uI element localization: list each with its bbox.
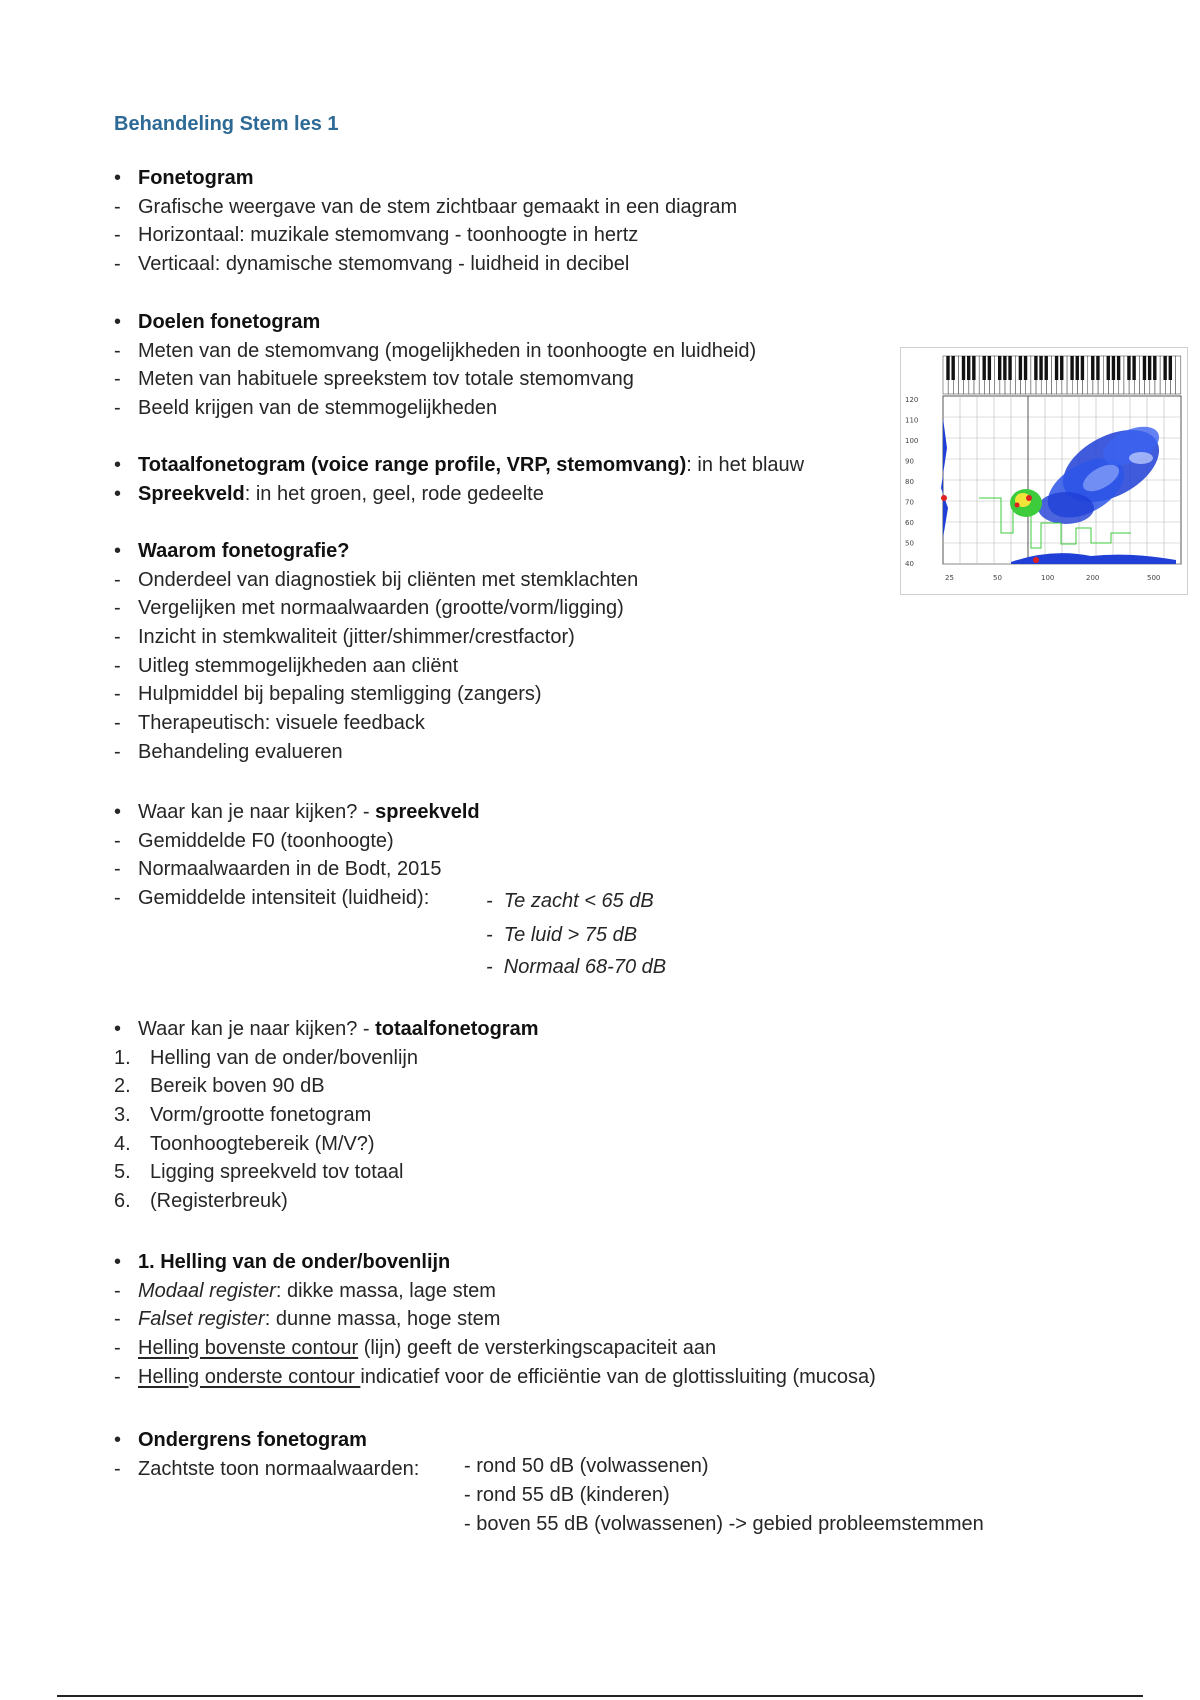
numbered-item: Toonhoogtebereik (M/V?) bbox=[150, 1132, 375, 1155]
threshold-value: - boven 55 dB (volwassenen) -> gebied probleemstemmen bbox=[464, 1513, 984, 1535]
page-title: Behandeling Stem les 1 bbox=[114, 113, 339, 135]
list-item: Uitleg stemmogelijkheden aan cliënt bbox=[138, 654, 459, 677]
intensity-value: - Te luid > 75 dB bbox=[486, 924, 638, 946]
list-item: Vergelijken met normaalwaarden (grootte/vorm/ligging) bbox=[138, 597, 624, 620]
list-item: Zachtste toon normaalwaarden: bbox=[138, 1457, 420, 1480]
numbered-item: Bereik boven 90 dB bbox=[150, 1075, 325, 1098]
threshold-value: - rond 50 dB (volwassenen) bbox=[464, 1455, 709, 1477]
term-spreekveld: Spreekveld bbox=[138, 482, 245, 505]
y-tick-label: 50 bbox=[905, 539, 914, 548]
x-tick-label: 500 bbox=[1147, 574, 1161, 582]
section-heading: Waarom fonetografie? bbox=[138, 540, 350, 562]
speech-field-blob bbox=[1010, 489, 1042, 517]
y-tick-label: 60 bbox=[905, 519, 914, 527]
numbered-item: Ligging spreekveld tov totaal bbox=[150, 1161, 404, 1184]
list-item: Meten van habituele spreekstem tov totale stemomvang bbox=[138, 368, 634, 391]
list-item: Hulpmiddel bij bepaling stemligging (zangers) bbox=[138, 683, 542, 706]
numbered-item: Vorm/grootte fonetogram bbox=[150, 1104, 372, 1127]
list-item: Gemiddelde intensiteit (luidheid): bbox=[138, 887, 430, 910]
list-item: Behandeling evalueren bbox=[138, 740, 343, 763]
list-item: Inzicht in stemkwaliteit (jitter/shimmer/crestfactor) bbox=[138, 626, 575, 649]
y-axis-ticks bbox=[905, 396, 918, 568]
phonetogram-figure bbox=[900, 347, 1188, 595]
y-tick-label: 70 bbox=[905, 498, 914, 507]
numbered-item: Helling van de onder/bovenlijn bbox=[150, 1046, 418, 1069]
term-totaalfonetogram: Totaalfonetogram (voice range profile, VRP, stemomvang) bbox=[138, 454, 687, 476]
section-heading: Doelen fonetogram bbox=[138, 311, 321, 333]
list-item: Onderdeel van diagnostiek bij cliënten met stemklachten bbox=[138, 568, 639, 591]
intensity-value: - Normaal 68-70 dB bbox=[486, 956, 667, 978]
threshold-value: - rond 55 dB (kinderen) bbox=[464, 1484, 670, 1506]
intensity-value: - Te zacht < 65 dB bbox=[486, 890, 654, 912]
x-tick-label: 25 bbox=[945, 574, 954, 582]
list-item: Horizontaal: muzikale stemomvang - toonhoogte in hertz bbox=[138, 224, 639, 247]
numbered-item: (Registerbreuk) bbox=[150, 1190, 288, 1213]
x-tick-label: 50 bbox=[993, 574, 1002, 582]
footer-divider bbox=[57, 1695, 1143, 1697]
document-page: Behandeling Stem les 1 • Fonetogram - Grafische weergave van de stem zichtbaar gemaakt in een diagram - Horizontaal: muzikale stemomvang - toonhoogte in hertz - Verticaal: dynamische stemomvang - luidheid in decibel • Doelen fonetogram - Meten van de stemomvang (mogelijkheden in toonhoogte en luidheid) - Meten van habituele spreekstem tov totale stemomvang - Beeld krijgen van de stemmogelijkheden • Totaalfonetogram (voice range profile, VRP, stemomvang): in het blauw • Spreekveld: in het groen, geel, rode gedeelte • Waarom fonetografie? - Onderdeel van diagnostiek bij cliënten met stemklachten - Vergelijken met normaalwaarden (grootte/vorm/ligging) - Inzicht in stemkwaliteit (jitter/shimmer/crestfactor) - Uitleg stemmogelijkheden aan cliënt - Hulpmiddel bij bepaling stemligging (zangers) - Therapeutisch: visuele feedback - Behandeling evalueren • Waar kan je naar kijken? - spreekveld - Gemiddelde F0 (toonhoogte) - Normaalwaarden in de Bodt, 2015 - Gemiddelde intensiteit (luidheid): - Te zacht < 65 dB - Te luid > 75 dB - Normaal 68-70 dB • Waar kan je naar kijken? - totaalfonetogram 1. Helling van de onder/bovenlijn 2. Bereik boven 90 dB 3. Vorm/grootte fonetogram 4. Toonhoogtebereik (M/V?) 5. Ligging spreekveld tov totaal 6. (Registerbreuk) • 1. Helling van de onder/bovenlijn - Modaal register: dikke massa, lage stem - Falset register: dunne massa, hoge stem - Helling bovenste contour (lijn) geeft de versterkingscapaciteit aan - Helling onderste contour indicatief voor de efficiëntie van de glottissluiting (mucosa) • Ondergrens fonetogram - Zachtste toon normaalwaarden: - rond 50 dB (volwassenen) - rond 55 dB (kinderen) - boven 55 dB (volwassenen) -> gebied probleemstemmen 120 110 100 90 80 70 60 50 40 25 50 100 200 500 bbox=[0, 0, 1200, 1700]
list-item: Verticaal: dynamische stemomvang - luidheid in decibel bbox=[138, 253, 630, 276]
y-tick-label: 120 bbox=[905, 396, 919, 404]
list-item: Gemiddelde F0 (toonhoogte) bbox=[138, 829, 394, 852]
section-heading: Fonetogram bbox=[138, 167, 254, 189]
phonetogram-image bbox=[901, 348, 1187, 594]
y-tick-label: 90 bbox=[905, 457, 914, 466]
section-heading: Ondergrens fonetogram bbox=[138, 1429, 367, 1451]
list-item: Beeld krijgen van de stemmogelijkheden bbox=[138, 397, 498, 420]
y-tick-label: 100 bbox=[905, 437, 919, 445]
x-tick-label: 100 bbox=[1041, 574, 1055, 582]
y-tick-label: 110 bbox=[905, 416, 919, 425]
list-item: Normaalwaarden in de Bodt, 2015 bbox=[138, 858, 442, 881]
list-item: Meten van de stemomvang (mogelijkheden in toonhoogte en luidheid) bbox=[138, 339, 757, 362]
list-item: Therapeutisch: visuele feedback bbox=[138, 712, 425, 735]
list-item: Grafische weergave van de stem zichtbaar gemaakt in een diagram bbox=[138, 195, 738, 218]
x-axis-ticks bbox=[945, 574, 1160, 582]
bullet-dot: • bbox=[114, 167, 122, 189]
x-tick-label: 200 bbox=[1086, 574, 1100, 582]
y-tick-label: 40 bbox=[905, 560, 914, 568]
y-tick-label: 80 bbox=[905, 478, 914, 486]
piano-keyboard bbox=[943, 356, 1181, 394]
section-heading: 1. Helling van de onder/bovenlijn bbox=[138, 1251, 451, 1273]
